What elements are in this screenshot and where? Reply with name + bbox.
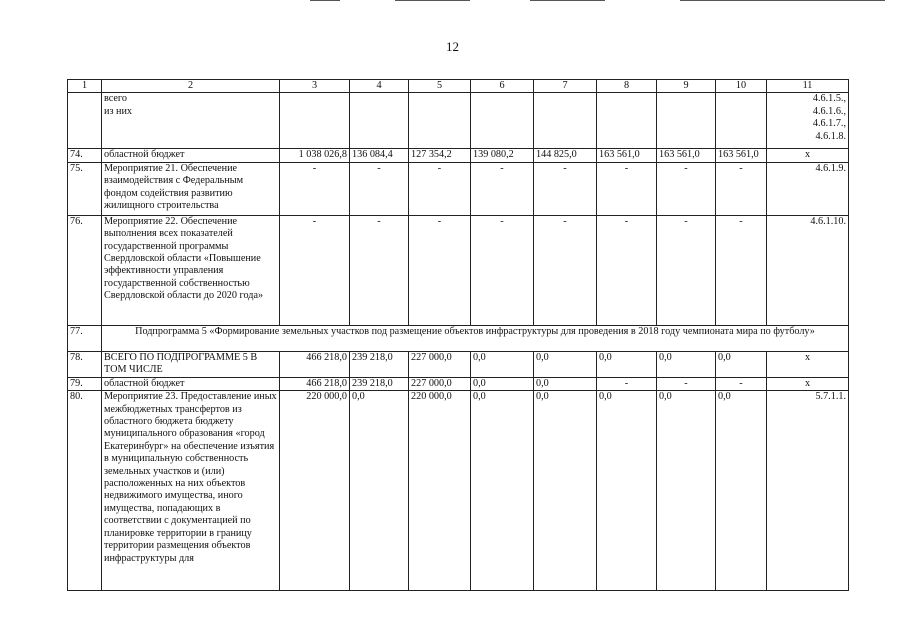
column-header: 9 — [657, 80, 716, 93]
row-number: 74. — [68, 149, 102, 162]
value-cell: 163 561,0 — [597, 149, 657, 162]
value-cell: - — [597, 377, 657, 390]
value-cell: - — [534, 215, 597, 325]
value-cell: - — [597, 162, 657, 215]
value-cell: - — [280, 215, 350, 325]
value-cell: 163 561,0 — [716, 149, 767, 162]
value-cell: 0,0 — [471, 351, 534, 377]
value-cell: - — [534, 162, 597, 215]
table-row — [68, 351, 849, 377]
row-number: 77. — [68, 325, 102, 351]
value-cell: 227 000,0 — [409, 351, 471, 377]
target-code: 4.6.1.9. — [767, 162, 849, 215]
value-cell: 1 038 026,8 — [280, 149, 350, 162]
column-header: 11 — [767, 80, 849, 93]
value-cell — [534, 93, 597, 149]
value-cell: 220 000,0 — [280, 391, 350, 591]
value-cell: 0,0 — [350, 391, 409, 591]
table-row — [68, 325, 849, 351]
value-cell: 0,0 — [471, 391, 534, 591]
value-cell: 239 218,0 — [350, 351, 409, 377]
column-number-header — [68, 80, 849, 93]
value-cell: 239 218,0 — [350, 377, 409, 390]
target-code: x — [767, 377, 849, 390]
value-cell: - — [716, 215, 767, 325]
target-code: x — [767, 351, 849, 377]
row-name: ВСЕГО ПО ПОДПРОГРАММЕ 5 В ТОМ ЧИСЛЕ — [102, 351, 280, 377]
value-cell: 466 218,0 — [280, 351, 350, 377]
column-header: 4 — [350, 80, 409, 93]
value-cell — [471, 93, 534, 149]
row-name: всего из них — [102, 93, 280, 149]
value-cell — [657, 93, 716, 149]
column-header: 2 — [102, 80, 280, 93]
page-number: 12 — [446, 39, 459, 54]
target-code: x — [767, 149, 849, 162]
subprogram-title: Подпрограмма 5 «Формирование земельных участков под размещение объектов инфраструктуры для проведения в 2018 году чемпионата мира по футболу» — [102, 325, 849, 351]
top-edge-line-4 — [680, 0, 885, 1]
value-cell: - — [471, 162, 534, 215]
table-row — [68, 391, 849, 591]
table-row — [68, 215, 849, 325]
value-cell: 144 825,0 — [534, 149, 597, 162]
column-header: 6 — [471, 80, 534, 93]
row-name: Мероприятие 21. Обеспечение взаимодействия с Федеральным фондом содействия развитию жилищного строительства — [102, 162, 280, 215]
value-cell: 0,0 — [534, 377, 597, 390]
value-cell: 139 080,2 — [471, 149, 534, 162]
target-code: 5.7.1.1. — [767, 391, 849, 591]
value-cell: - — [657, 215, 716, 325]
target-code: 4.6.1.10. — [767, 215, 849, 325]
value-cell: 0,0 — [657, 391, 716, 591]
column-header: 3 — [280, 80, 350, 93]
target-code: 4.6.1.5., 4.6.1.6., 4.6.1.7., 4.6.1.8. — [767, 93, 849, 149]
value-cell: 0,0 — [597, 391, 657, 591]
value-cell: - — [350, 215, 409, 325]
value-cell: - — [280, 162, 350, 215]
value-cell: 127 354,2 — [409, 149, 471, 162]
value-cell: 136 084,4 — [350, 149, 409, 162]
value-cell — [409, 93, 471, 149]
table-row — [68, 162, 849, 215]
table-row — [68, 377, 849, 390]
value-cell: - — [471, 215, 534, 325]
column-header: 5 — [409, 80, 471, 93]
top-edge-line-2 — [395, 0, 470, 1]
value-cell: 466 218,0 — [280, 377, 350, 390]
row-name: областной бюджет — [102, 149, 280, 162]
table-row — [68, 149, 849, 162]
budget-table — [67, 79, 849, 591]
row-number: 75. — [68, 162, 102, 215]
row-number: 76. — [68, 215, 102, 325]
value-cell: - — [350, 162, 409, 215]
value-cell: - — [657, 377, 716, 390]
value-cell: 0,0 — [597, 351, 657, 377]
value-cell: 220 000,0 — [409, 391, 471, 591]
value-cell: - — [716, 377, 767, 390]
value-cell: 227 000,0 — [409, 377, 471, 390]
value-cell: 0,0 — [716, 391, 767, 591]
row-number: 79. — [68, 377, 102, 390]
row-name: Мероприятие 22. Обеспечение выполнения всех показателей государственной программы Свердловской области «Повышение эффективности управления государственной собственностью Свердловской области до 2020 года» — [102, 215, 280, 325]
row-number: 78. — [68, 351, 102, 377]
column-header: 10 — [716, 80, 767, 93]
value-cell: - — [409, 162, 471, 215]
top-edge-line-3 — [530, 0, 605, 1]
top-edge-line-1 — [310, 0, 340, 1]
value-cell: 0,0 — [534, 351, 597, 377]
value-cell: 0,0 — [534, 391, 597, 591]
value-cell: 0,0 — [716, 351, 767, 377]
column-header: 1 — [68, 80, 102, 93]
row-name: областной бюджет — [102, 377, 280, 390]
column-header: 7 — [534, 80, 597, 93]
value-cell: 163 561,0 — [657, 149, 716, 162]
value-cell: - — [409, 215, 471, 325]
value-cell: 0,0 — [471, 377, 534, 390]
value-cell: - — [716, 162, 767, 215]
row-number: 80. — [68, 391, 102, 591]
value-cell — [280, 93, 350, 149]
table-row — [68, 93, 849, 149]
column-header: 8 — [597, 80, 657, 93]
value-cell: 0,0 — [657, 351, 716, 377]
value-cell — [597, 93, 657, 149]
row-number — [68, 93, 102, 149]
value-cell — [716, 93, 767, 149]
value-cell: - — [597, 215, 657, 325]
value-cell — [350, 93, 409, 149]
row-name: Мероприятие 23. Предоставление иных межбюджетных трансфертов из областного бюджета бюджету муниципального образования «город Екатеринбург» на обеспечение изъятия в муниципальную собственность земельных участков и (или) расположенных на них объектов недвижимого имущества, иного имущества, попадающих в соответствии с документацией по планировке территории в границу территории размещения объектов инфраструктуры для — [102, 391, 280, 591]
value-cell: - — [657, 162, 716, 215]
